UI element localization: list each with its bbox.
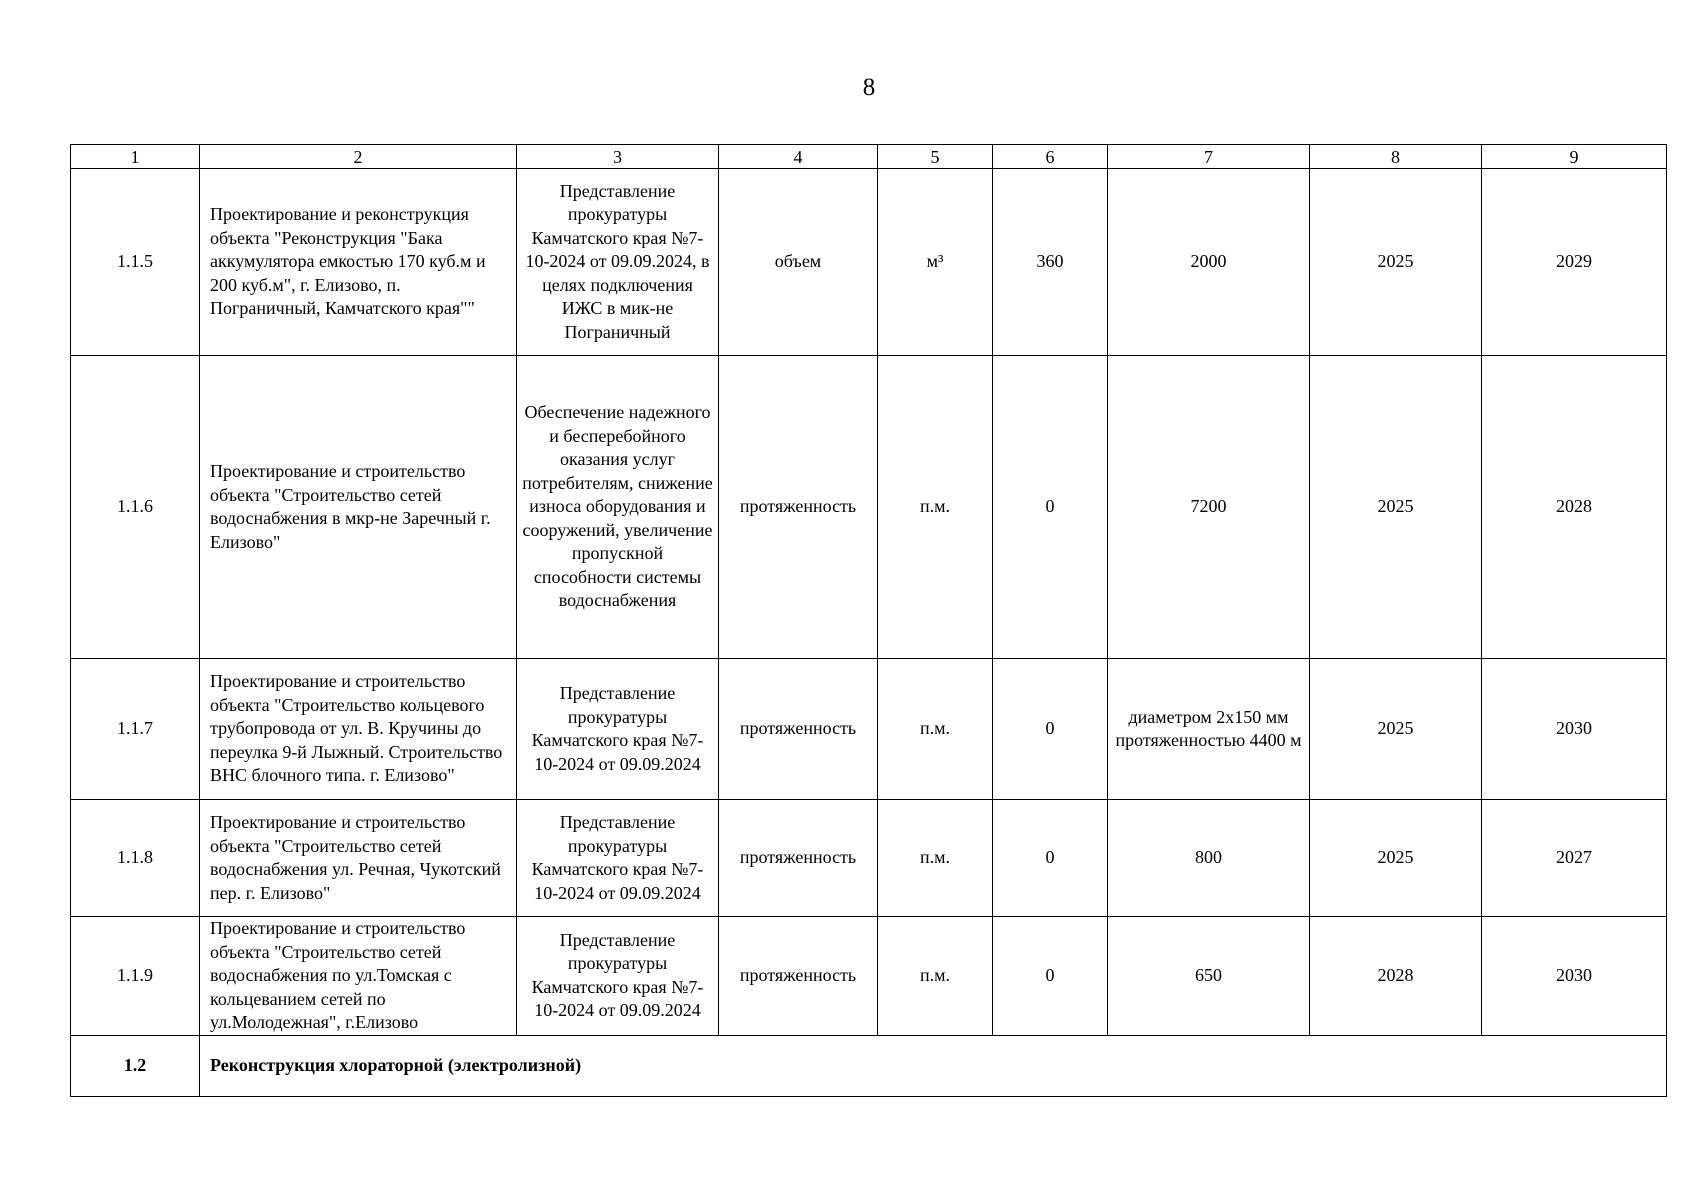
column-header: 8 xyxy=(1310,145,1482,169)
column-header: 6 xyxy=(993,145,1108,169)
item-basis: Представление прокуратуры Камчатского края №7-10-2024 от 09.09.2024 xyxy=(517,659,719,800)
item-year-start: 2025 xyxy=(1310,356,1482,659)
item-base-value: 0 xyxy=(993,917,1108,1036)
item-number: 1.1.7 xyxy=(71,659,200,800)
item-unit: п.м. xyxy=(878,800,993,917)
item-year-end: 2027 xyxy=(1482,800,1667,917)
item-year-end: 2029 xyxy=(1482,169,1667,356)
table-row xyxy=(71,356,1667,659)
item-unit: п.м. xyxy=(878,659,993,800)
item-year-start: 2028 xyxy=(1310,917,1482,1036)
table-row xyxy=(71,917,1667,1036)
page-number: 8 xyxy=(862,74,876,101)
item-base-value: 360 xyxy=(993,169,1108,356)
item-indicator: протяженность xyxy=(719,800,878,917)
item-year-end: 2030 xyxy=(1482,659,1667,800)
column-header: 3 xyxy=(517,145,719,169)
item-number: 1.1.9 xyxy=(71,917,200,1036)
item-description: Проектирование и строительство объекта "Строительство сетей водоснабжения ул. Речная, Чукотский пер. г. Елизово" xyxy=(200,800,517,917)
column-header: 4 xyxy=(719,145,878,169)
item-basis: Представление прокуратуры Камчатского края №7-10-2024 от 09.09.2024 xyxy=(517,800,719,917)
column-header: 9 xyxy=(1482,145,1667,169)
column-header: 1 xyxy=(71,145,200,169)
item-basis: Обеспечение надежного и бесперебойного оказания услуг потребителям, снижение износа оборудования и сооружений, увеличение пропускной способности системы водоснабжения xyxy=(517,356,719,659)
item-number: 1.1.5 xyxy=(71,169,200,356)
item-description: Проектирование и строительство объекта "Строительство сетей водоснабжения по ул.Томская с кольцеванием сетей по ул.Молодежная", г.Елизово xyxy=(200,917,517,1036)
item-number: 1.1.6 xyxy=(71,356,200,659)
item-basis: Представление прокуратуры Камчатского края №7-10-2024 от 09.09.2024, в целях подключения ИЖС в мик-не Пограничный xyxy=(517,169,719,356)
item-unit: п.м. xyxy=(878,356,993,659)
section-title: Реконструкция хлораторной (электролизной) xyxy=(200,1035,1667,1096)
item-target-value: 2000 xyxy=(1108,169,1310,356)
measures-table xyxy=(70,144,1667,1097)
item-target-value: диаметром 2х150 мм протяженностью 4400 м xyxy=(1108,659,1310,800)
table-row xyxy=(71,800,1667,917)
item-base-value: 0 xyxy=(993,356,1108,659)
item-description: Проектирование и строительство объекта "Строительство сетей водоснабжения в мкр-не Заречный г. Елизово" xyxy=(200,356,517,659)
table-row xyxy=(71,169,1667,356)
item-year-end: 2028 xyxy=(1482,356,1667,659)
item-description: Проектирование и строительство объекта "Строительство кольцевого трубопровода от ул. В. Кручины до переулка 9-й Лыжный. Строительство ВНС блочного типа. г. Елизово" xyxy=(200,659,517,800)
item-indicator: протяженность xyxy=(719,917,878,1036)
item-target-value: 650 xyxy=(1108,917,1310,1036)
item-target-value: 7200 xyxy=(1108,356,1310,659)
section-number: 1.2 xyxy=(71,1035,200,1096)
item-year-start: 2025 xyxy=(1310,800,1482,917)
item-unit: п.м. xyxy=(878,917,993,1036)
section-row xyxy=(71,1035,1667,1096)
item-indicator: объем xyxy=(719,169,878,356)
item-year-start: 2025 xyxy=(1310,659,1482,800)
item-description: Проектирование и реконструкция объекта "Реконструкция "Бака аккумулятора емкостью 170 куб.м и 200 куб.м", г. Елизово, п. Пограничный, Камчатского края"" xyxy=(200,169,517,356)
item-indicator: протяженность xyxy=(719,659,878,800)
item-base-value: 0 xyxy=(993,659,1108,800)
item-target-value: 800 xyxy=(1108,800,1310,917)
column-header: 7 xyxy=(1108,145,1310,169)
item-base-value: 0 xyxy=(993,800,1108,917)
item-year-end: 2030 xyxy=(1482,917,1667,1036)
column-header: 2 xyxy=(200,145,517,169)
column-number-row xyxy=(71,145,1667,169)
table-row xyxy=(71,659,1667,800)
item-number: 1.1.8 xyxy=(71,800,200,917)
item-indicator: протяженность xyxy=(719,356,878,659)
item-basis: Представление прокуратуры Камчатского края №7-10-2024 от 09.09.2024 xyxy=(517,917,719,1036)
column-header: 5 xyxy=(878,145,993,169)
item-unit: м³ xyxy=(878,169,993,356)
item-year-start: 2025 xyxy=(1310,169,1482,356)
